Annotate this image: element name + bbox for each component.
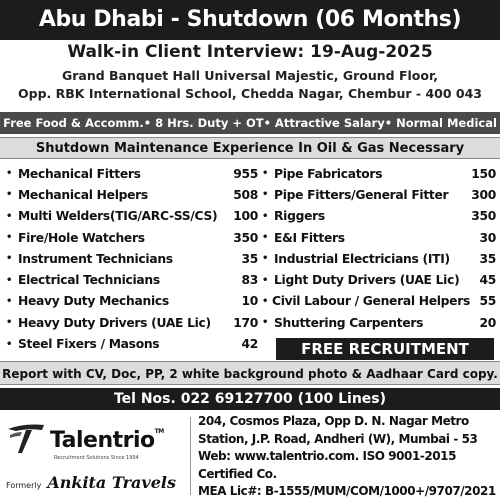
- bullet-icon: •: [262, 317, 269, 329]
- job-vacancy-count: 35: [241, 251, 258, 266]
- bullet-icon: •: [262, 253, 269, 265]
- job-row: [6, 184, 258, 205]
- job-title: Electrical Technicians: [18, 273, 160, 288]
- job-row: [6, 312, 258, 333]
- documents-instruction: Report with CV, Doc, PP, 2 white background photo & Aadhaar Card copy.: [0, 361, 500, 385]
- bullet-icon: •: [6, 189, 13, 201]
- job-row: [262, 291, 496, 312]
- office-address: [198, 413, 496, 500]
- job-title: Pipe Fabricators: [274, 166, 383, 181]
- job-row: [6, 269, 258, 290]
- benefits-banner: Free Food & Accomm.• 8 Hrs. Duty + OT• Attractive Salary• Normal Medical: [0, 112, 500, 134]
- job-title: Heavy Duty Mechanics: [18, 294, 169, 309]
- bullet-icon: •: [6, 295, 13, 307]
- job-title: Light Duty Drivers (UAE Lic): [274, 273, 460, 288]
- bullet-icon: •: [6, 232, 13, 244]
- job-title: Civil Labour / General Helpers: [272, 294, 470, 309]
- job-row: [262, 248, 496, 269]
- website-iso-line: Web: www.talentrio.com. ISO 9001-2015 Certified Co.: [198, 449, 456, 481]
- logo-name: Talentrio™: [50, 427, 164, 453]
- job-vacancy-count: 955: [233, 166, 258, 181]
- job-vacancy-count: 30: [479, 230, 496, 245]
- bullet-icon: •: [6, 317, 13, 329]
- job-row: [262, 227, 496, 248]
- job-vacancy-count: 42: [241, 337, 258, 352]
- bullet-icon: •: [6, 274, 13, 286]
- company-logo: [6, 415, 186, 497]
- formerly-label: Formerly: [6, 481, 42, 490]
- address-line-2: Station, J.P. Road, Andheri (W), Mumbai - 53: [198, 431, 478, 446]
- formerly-known-as: [6, 473, 186, 492]
- job-column-left: [6, 163, 258, 355]
- footer: [0, 411, 500, 500]
- job-vacancy-count: 150: [471, 166, 496, 181]
- job-vacancy-count: 45: [479, 273, 496, 288]
- bullet-icon: •: [262, 189, 269, 201]
- bullet-icon: •: [262, 232, 269, 244]
- job-vacancy-count: 35: [479, 251, 496, 266]
- address-line-1: 204, Cosmos Plaza, Opp D. N. Nagar Metro: [198, 414, 469, 428]
- bullet-icon: •: [6, 253, 13, 265]
- job-row: [262, 163, 496, 184]
- job-vacancy-count: 300: [471, 187, 496, 202]
- license-number: MEA Lic#: B-1555/MUM/COM/1000+/9707/2021: [198, 484, 496, 499]
- job-vacancy-count: 350: [471, 209, 496, 224]
- job-vacancy-count: 508: [233, 187, 258, 202]
- job-vacancy-count: 55: [479, 294, 496, 309]
- job-column-right: [262, 163, 496, 333]
- job-vacancy-count: 83: [241, 273, 258, 288]
- bullet-icon: •: [262, 274, 269, 286]
- job-row: [262, 269, 496, 290]
- free-recruitment-badge: FREE RECRUITMENT: [276, 338, 494, 360]
- job-row: [262, 312, 496, 333]
- job-title: Riggers: [274, 209, 325, 224]
- bullet-icon: •: [6, 168, 13, 180]
- job-title: Fire/Hole Watchers: [18, 230, 145, 245]
- poster-title: Abu Dhabi - Shutdown (06 Months): [0, 0, 500, 40]
- job-title: Shuttering Carpenters: [274, 315, 424, 330]
- job-title: Instrument Technicians: [18, 251, 173, 266]
- job-row: [6, 291, 258, 312]
- job-title: Heavy Duty Drivers (UAE Lic): [18, 315, 211, 330]
- job-list: [0, 163, 500, 355]
- job-row: [262, 206, 496, 227]
- job-title: Industrial Electricians (ITI): [274, 251, 450, 266]
- venue-address: [0, 64, 500, 108]
- job-row: [6, 206, 258, 227]
- job-title: E&I Fitters: [274, 230, 345, 245]
- t-swoosh-icon: [6, 421, 46, 459]
- trademark-mark: TM: [154, 427, 164, 435]
- job-vacancy-count: 170: [233, 315, 258, 330]
- job-title: Steel Fixers / Masons: [18, 337, 160, 352]
- venue-line-2: Opp. RBK International School, Chedda Nagar, Chembur - 400 043: [18, 86, 482, 101]
- bullet-icon: •: [6, 338, 13, 350]
- bullet-icon: •: [262, 295, 269, 307]
- interview-date-heading: Walk-in Client Interview: 19-Aug-2025: [67, 42, 433, 62]
- footer-divider: [190, 417, 191, 495]
- job-vacancy-count: 350: [233, 230, 258, 245]
- job-title: Multi Welders(TIG/ARC-SS/CS): [18, 209, 218, 224]
- job-row: [6, 227, 258, 248]
- logo-tagline: Recruitment Solutions Since 1994: [54, 455, 139, 461]
- job-row: [6, 163, 258, 184]
- job-row: [6, 248, 258, 269]
- job-vacancy-count: 20: [479, 315, 496, 330]
- job-vacancy-count: 10: [241, 294, 258, 309]
- job-vacancy-count: 100: [233, 209, 258, 224]
- venue-line-1: Grand Banquet Hall Universal Majestic, Ground Floor,: [61, 68, 439, 83]
- job-row: [6, 333, 258, 354]
- job-row: [262, 184, 496, 205]
- bullet-icon: •: [262, 210, 269, 222]
- bullet-icon: •: [262, 168, 269, 180]
- experience-requirement: Shutdown Maintenance Experience In Oil & Gas Necessary: [0, 137, 500, 159]
- job-title: Mechanical Helpers: [18, 187, 148, 202]
- telephone-numbers: Tel Nos. 022 69127700 (100 Lines): [0, 388, 500, 410]
- former-company-name: Ankita Travels: [47, 473, 176, 492]
- job-title: Pipe Fitters/General Fitter: [274, 187, 449, 202]
- job-title: Mechanical Fitters: [18, 166, 141, 181]
- bullet-icon: •: [6, 210, 13, 222]
